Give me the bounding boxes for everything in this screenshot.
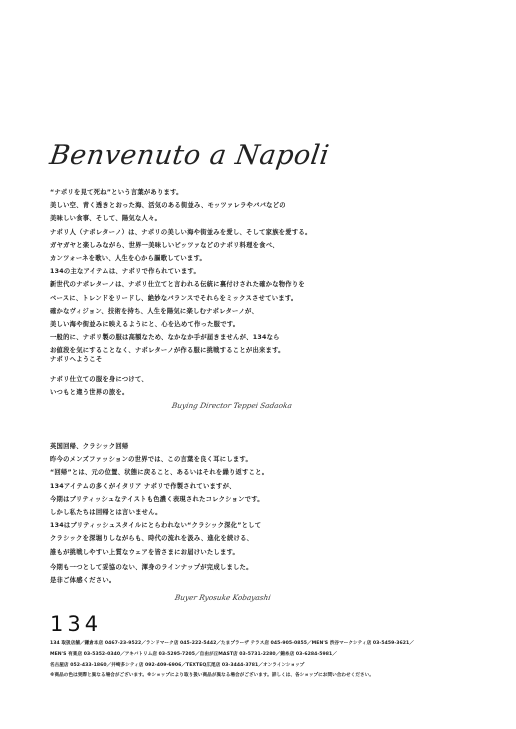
page-title: Benvenuto a Napoli	[47, 140, 332, 171]
signature-buying-director: Buying Director Teppei Sadaoka	[171, 401, 293, 410]
brand-logo: 134	[50, 612, 103, 636]
text-line: 新世代のナポレターノは、ナポリ仕立てと言われる伝統に裏付けされた確かな物作りを	[50, 281, 305, 289]
text-line: ベースに、トレンドをリードし、絶妙なバランスでそれらをミックスさせています。	[50, 294, 298, 302]
footer-line: 134 取扱店舗／鎌倉本店 0467-23-9522／ランドマーク店 045-222-5442／たまプラーザ テラス店 045-905-0855／MEN'S 渋谷マークシティ店 03-5459-3621／	[50, 641, 414, 646]
text-line: クラシックを深堀りしながらも、時代の流れを汲み、進化を続ける、	[50, 535, 254, 543]
lineup-paragraph	[50, 561, 470, 587]
text-line: 美しい空、青く透きとおった海、活気のある街並み、モッツァレラやババなどの	[50, 202, 286, 210]
text-line: 昨今のメンズファッションの世界では、この言葉を良く耳にします。	[50, 456, 253, 464]
footer-line: MEN'S 有楽店 03-5352-0340／アキバトリム店 03-5295-7205／自由が丘MAST店 03-5731-2280／錦糸店 03-6284-5981／	[50, 651, 337, 657]
footer-line: ※商品の色は実際と異なる場合がございます。※ショップにより取り扱い商品が異なる場合がございます。詳しくは、各ショップにお問い合わせください。	[50, 673, 374, 679]
text-line: 今期はブリティッシュなテイストも色濃く表現されたコレクションです。	[50, 495, 264, 503]
text-line: 美しい海や街並みに映えるようにと、心を込めて作った服です。	[50, 321, 240, 329]
text-line: 是非ご体感ください。	[50, 577, 116, 585]
text-line: ナポリ仕立ての服を身につけて、	[50, 376, 148, 383]
text-line: カンツォーネを歌い、人生を心から謳歌しています。	[50, 255, 207, 263]
text-line: 誰もが挑戦しやすい上質なウェアを皆さまにお届けいたします。	[50, 548, 240, 556]
text-line: “ナポリを見て死ね”という言葉があります。	[50, 189, 183, 196]
closing-paragraph	[50, 373, 470, 399]
text-line: 確かなヴィジョン、技術を持ち、人生を陽気に楽しむナポレターノが、	[50, 307, 259, 315]
footer-line: 名古屋店 052-433-1860／井崎多シティ店 092-409-6906／TEXTEQ広尾店 03-3444-3781／オンラインショップ	[50, 662, 305, 668]
welcome-heading	[50, 353, 470, 366]
classic-paragraph	[50, 440, 470, 559]
text-line: ナポリへようこそ	[50, 356, 103, 363]
intro-paragraph	[50, 186, 470, 358]
text-line: 今期も一つとして妥協のない、渾身のラインナップが完成しました。	[50, 564, 253, 571]
text-line: 英国回帰、クラシック回帰	[50, 443, 129, 450]
text-line: “回帰”とは、元の位置、状態に戻ること、あるいはそれを繰り返すこと。	[50, 469, 269, 477]
text-line: いつもと違う世界の旅を。	[50, 389, 129, 397]
text-line: ガヤガヤと楽しみながら、世界一美味しいピッツァなどのナポリ料理を食べ、	[50, 241, 279, 249]
text-line: 134アイテムの多くがイタリア ナポリで作製されていますが、	[50, 482, 236, 490]
text-line: しかし私たちは回帰とは言いません。	[50, 509, 162, 517]
text-line: 134の主なアイテムは、ナポリで作られています。	[50, 268, 200, 276]
text-line: 134はブリティッシュスタイルにとらわれない“クラシック深化”として	[50, 522, 262, 530]
text-line: お値段を気にすることなく、ナポレターノが作る服に挑戦することが出来ます。	[50, 347, 285, 355]
text-line: ナポリ人（ナポレターノ）は、ナポリの美しい海や街並みを愛し、そして家族を愛する。	[50, 228, 312, 236]
signature-buyer: Buyer Ryosuke Kobayashi	[174, 593, 272, 602]
store-list-footer	[50, 639, 480, 682]
text-line: 美味しい食事、そして、陽気な人々。	[50, 215, 162, 223]
text-line: 一般的に、ナポリ製の服は高額なため、なかなか手が届きませんが、134なら	[50, 334, 280, 342]
